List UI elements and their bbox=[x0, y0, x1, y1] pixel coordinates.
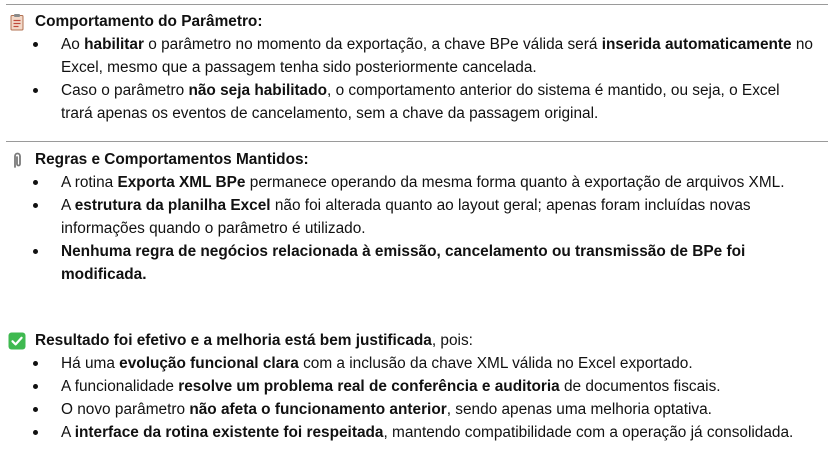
list-item bbox=[0, 375, 835, 398]
text-run: A funcionalidade bbox=[61, 378, 179, 395]
check-mark-icon bbox=[8, 332, 26, 350]
list-item bbox=[0, 33, 835, 79]
text-run: A rotina bbox=[61, 174, 118, 191]
list-item bbox=[0, 194, 835, 240]
section-heading bbox=[0, 329, 835, 352]
text-run: A bbox=[61, 424, 75, 441]
text-run: Há uma bbox=[61, 355, 120, 372]
list-item-text bbox=[61, 401, 712, 418]
section-result bbox=[0, 329, 835, 444]
list-item-text bbox=[61, 424, 793, 441]
bold-run: Nenhuma regra de negócios relacionada à emissão, cancelamento ou transmissão de BPe foi modificada. bbox=[61, 243, 746, 283]
bold-run: evolução funcional clara bbox=[119, 355, 299, 372]
bold-run: não afeta o funcionamento anterior bbox=[189, 401, 447, 418]
section-divider bbox=[6, 141, 828, 142]
list-item bbox=[0, 171, 835, 194]
text-run: , o comportamento anterior do sistema é mantido, ou seja, o Excel trará apenas os eventos de cancelamento, sem a chave da passagem original. bbox=[61, 82, 780, 122]
section-heading bbox=[0, 10, 835, 33]
section-heading bbox=[0, 148, 835, 171]
bold-run: habilitar bbox=[84, 36, 144, 53]
section-heading-text: Comportamento do Parâmetro: bbox=[35, 13, 263, 30]
text-run: não foi alterada quanto ao layout geral; apenas foram incluídas novas informações quando o parâmetro é utilizado. bbox=[61, 197, 751, 237]
list-item bbox=[0, 240, 835, 286]
text-run: permanece operando da mesma forma quanto à exportação de arquivos XML. bbox=[245, 174, 785, 191]
paperclip-icon bbox=[8, 151, 26, 169]
text-run: , mantendo compatibilidade com a operação já consolidada. bbox=[383, 424, 794, 441]
text-run: Ao bbox=[61, 36, 85, 53]
section-heading-text: Resultado foi efetivo e a melhoria está bem justificada bbox=[35, 332, 432, 349]
section-heading-suffix: , pois: bbox=[431, 332, 473, 349]
list-item-text bbox=[61, 355, 693, 372]
section-kept-rules bbox=[0, 148, 835, 286]
bullet-list bbox=[0, 352, 835, 444]
bullet-list bbox=[0, 33, 835, 125]
text-run: o parâmetro no momento da exportação, a chave BPe válida será bbox=[143, 36, 602, 53]
section-parameter-behavior bbox=[0, 10, 835, 125]
text-run: A bbox=[61, 197, 75, 214]
list-item-text bbox=[61, 174, 784, 191]
text-run: de documentos fiscais. bbox=[559, 378, 721, 395]
list-item-text bbox=[61, 243, 745, 283]
list-item-text bbox=[61, 197, 751, 237]
bold-run: inserida automaticamente bbox=[601, 36, 792, 53]
list-item bbox=[0, 421, 835, 444]
list-item-text bbox=[61, 36, 813, 76]
bold-run: Exporta XML BPe bbox=[117, 174, 246, 191]
section-divider bbox=[6, 4, 828, 5]
text-run: no Excel, mesmo que a passagem tenha sido posteriormente cancelada. bbox=[61, 36, 813, 76]
text-run: Caso o parâmetro bbox=[61, 82, 189, 99]
text-run: com a inclusão da chave XML válida no Excel exportado. bbox=[298, 355, 693, 372]
bold-run: não seja habilitado bbox=[188, 82, 328, 99]
list-item-text bbox=[61, 82, 780, 122]
list-item bbox=[0, 398, 835, 421]
bold-run: estrutura da planilha Excel bbox=[74, 197, 271, 214]
section-heading-text: Regras e Comportamentos Mantidos: bbox=[35, 151, 309, 168]
bold-run: interface da rotina existente foi respeitada bbox=[74, 424, 384, 441]
text-run: O novo parâmetro bbox=[61, 401, 190, 418]
list-item bbox=[0, 352, 835, 375]
bold-run: resolve um problema real de conferência e auditoria bbox=[178, 378, 560, 395]
bullet-list bbox=[0, 171, 835, 286]
clipboard-icon bbox=[8, 13, 26, 31]
text-run: , sendo apenas uma melhoria optativa. bbox=[446, 401, 712, 418]
list-item-text bbox=[61, 378, 721, 395]
list-item bbox=[0, 79, 835, 125]
